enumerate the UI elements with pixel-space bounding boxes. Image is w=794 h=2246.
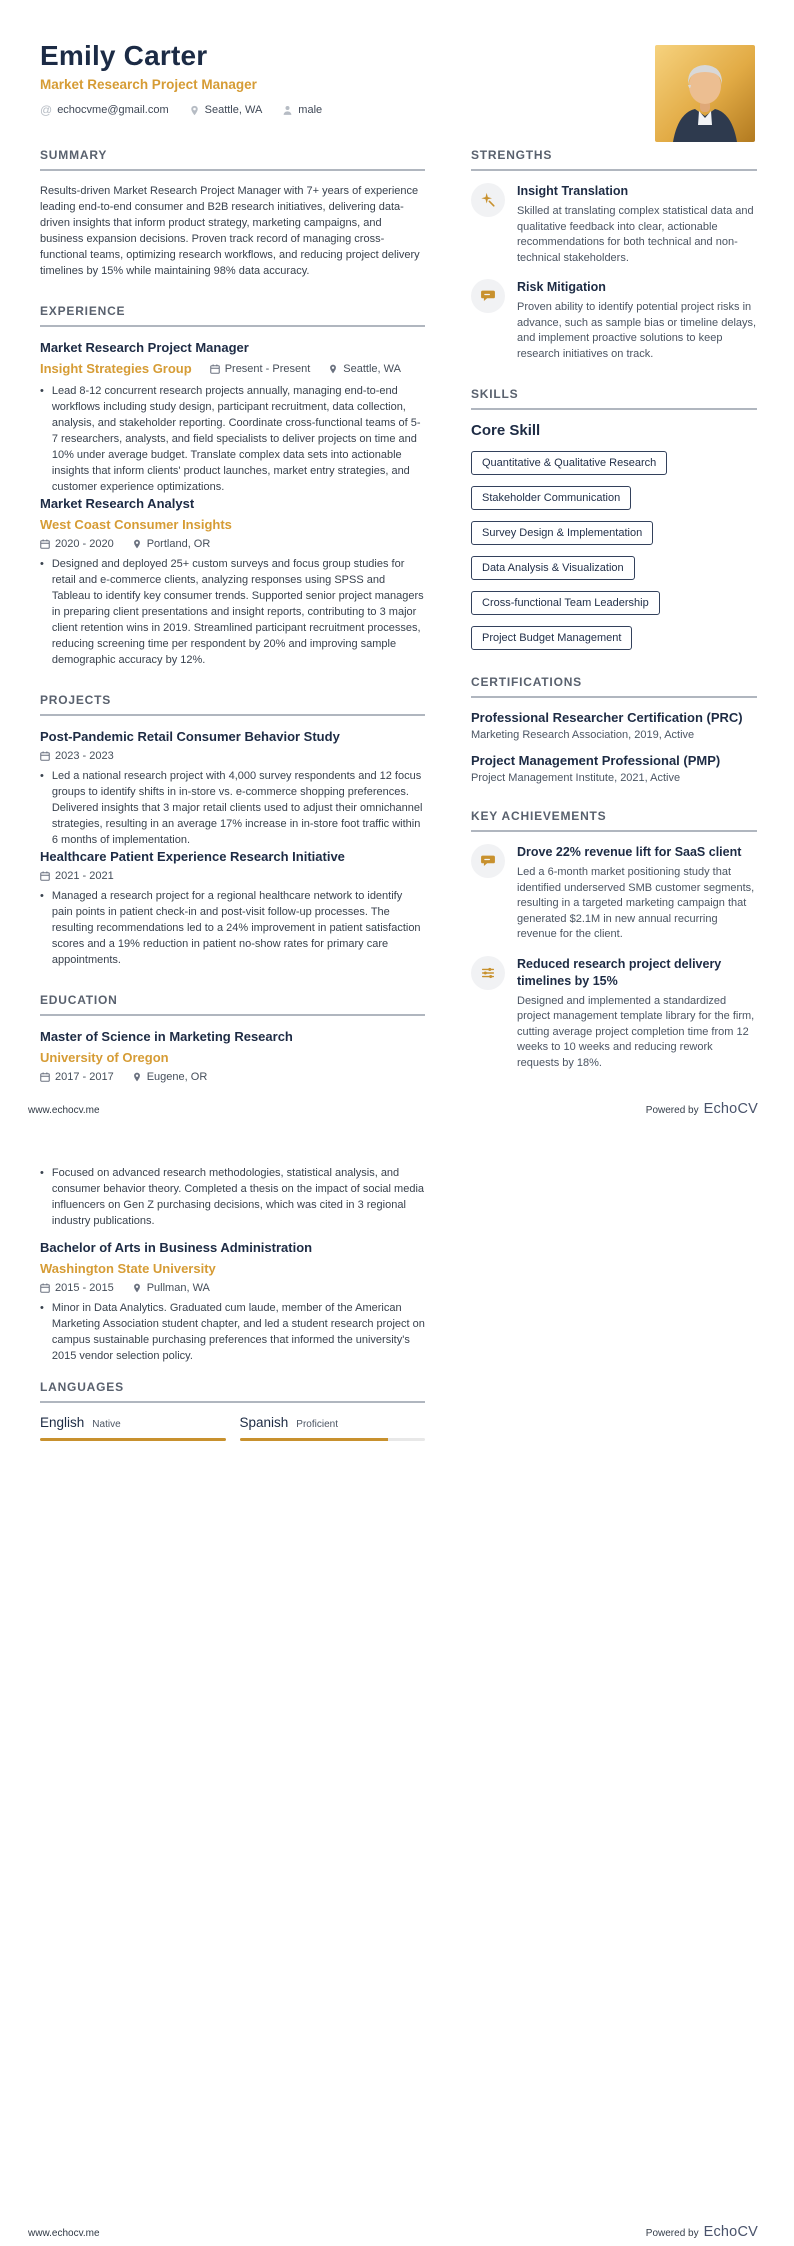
experience-meta-row (40, 538, 425, 550)
strengths-heading: STRENGTHS (471, 148, 757, 171)
bullet-marker: • (40, 890, 44, 902)
bullet-marker: • (40, 1302, 44, 1314)
chat-bubble-icon (471, 279, 505, 313)
education-school-row (40, 1260, 425, 1277)
bullet-marker: • (40, 385, 44, 397)
languages-heading: LANGUAGES (40, 1380, 425, 1403)
echocv-brand-link[interactable]: EchoCV (703, 2224, 758, 2240)
location-pin-icon (132, 1283, 142, 1293)
education-item (40, 1239, 425, 1364)
section-education (40, 993, 425, 1083)
education-school-row (40, 1049, 425, 1066)
section-experience (40, 304, 425, 668)
contact-gender: male (282, 104, 322, 116)
contact-email: @ echocvme@gmail.com (40, 103, 169, 117)
profile-photo (655, 45, 755, 142)
achievement-title: Reduced research project delivery timelines by 15% (517, 956, 722, 988)
project-dates: 2023 - 2023 (40, 750, 114, 762)
section-certifications (471, 675, 757, 784)
skill-tag: Cross-functional Team Leadership (471, 591, 660, 615)
education-item-continued (40, 1165, 425, 1229)
project-dates: 2021 - 2021 (40, 870, 114, 882)
experience-company-row (40, 360, 425, 377)
education-dates: 2017 - 2017 (40, 1071, 114, 1083)
skill-tag: Data Analysis & Visualization (471, 556, 635, 580)
project-meta-row (40, 750, 425, 762)
powered-by (646, 2224, 758, 2240)
page-footer (28, 1101, 758, 1117)
section-strengths (471, 148, 757, 362)
language-level: Proficient (296, 1419, 338, 1430)
experience-bullet: • Designed and deployed 25+ custom surveys and focus group studies for retail and e-commerce clients, analyzing responses using SPSS and Tableau to identify key consumer trends. Supported senior project managers in preparing client presentations and insight reports, contributing to 3 major client retention wins in 2019. Streamlined participant recruitment processes, reducing screening time per respondent by 20% and improving sample demographic accuracy by 12%. (40, 558, 424, 666)
powered-by (646, 1101, 758, 1117)
achievement-title: Drove 22% revenue lift for SaaS client (517, 845, 742, 859)
experience-item (40, 495, 425, 668)
experience-dates: 2020 - 2020 (40, 538, 114, 550)
bullet-marker: • (40, 558, 44, 570)
education-location: Eugene, OR (132, 1071, 208, 1083)
experience-dates: Present - Present (210, 363, 311, 375)
language-proficiency-bar (40, 1438, 226, 1441)
project-title: Healthcare Patient Experience Research Initiative (40, 849, 345, 864)
candidate-job-title: Market Research Project Manager (40, 77, 257, 92)
sparkle-icon (471, 183, 505, 217)
language-name: English (40, 1415, 85, 1430)
achievements-heading: KEY ACHIEVEMENTS (471, 809, 757, 832)
right-column (471, 148, 757, 1096)
strength-text: Proven ability to identify potential project risks in advance, such as sample bias or timeline delays, and implement proactive solutions to keep research initiatives on track. (517, 301, 757, 360)
company-name: West Coast Consumer Insights (40, 517, 232, 532)
degree-title: Bachelor of Arts in Business Administration (40, 1240, 313, 1255)
page-footer (28, 2224, 758, 2240)
calendar-icon (40, 1072, 50, 1082)
location-pin-icon (132, 539, 142, 549)
education-meta-row (40, 1282, 425, 1294)
achievement-text: Led a 6-month market positioning study that identified underserved SMB customer segments, resulting in a targeted marketing campaign that generated $2.1M in new annual recurring revenue for the client. (517, 866, 755, 940)
page-2 (0, 1123, 794, 2246)
footer-site-link[interactable]: www.echocv.me (28, 1105, 100, 1116)
powered-by-prefix: Powered by (645, 2228, 699, 2239)
section-projects (40, 693, 425, 968)
achievement-item (471, 956, 757, 1072)
education-item (40, 1028, 425, 1083)
calendar-icon (40, 751, 50, 761)
skill-tag: Project Budget Management (471, 626, 632, 650)
location-pin-icon (328, 364, 338, 374)
language-proficiency-fill (40, 1438, 226, 1441)
achievement-content (517, 844, 757, 943)
education-bullet: • Focused on advanced research methodologies, statistical analysis, and consumer behavior theory. Completed a thesis on the impact of social media influencers on Gen Z purchasing decisions, which was cited in 3 regional industry publications. (40, 1167, 425, 1227)
skill-tag: Stakeholder Communication (471, 486, 631, 510)
strength-content (517, 183, 757, 266)
achievement-content (517, 956, 757, 1072)
education-meta-row (40, 1071, 425, 1083)
calendar-icon (40, 871, 50, 881)
school-name: University of Oregon (40, 1050, 169, 1065)
experience-title: Market Research Analyst (40, 496, 195, 511)
skill-group-title: Core Skill (471, 422, 541, 439)
certification-issuer: Marketing Research Association, 2019, Active (471, 729, 695, 741)
language-proficiency-fill (240, 1438, 388, 1441)
section-achievements (471, 809, 757, 1071)
skill-tag: Quantitative & Qualitative Research (471, 451, 667, 475)
strength-item (471, 279, 757, 362)
certification-title: Professional Researcher Certification (PRC) (471, 710, 743, 725)
experience-company-row (40, 516, 425, 533)
bullet-marker: • (40, 1167, 44, 1179)
project-meta-row (40, 870, 425, 882)
strength-text: Skilled at translating complex statistical data and qualitative feedback into clear, actionable recommendations for both technical and non-technical stakeholders. (517, 205, 754, 264)
strength-title: Insight Translation (517, 184, 629, 198)
location-icon (189, 105, 200, 116)
strength-title: Risk Mitigation (517, 280, 606, 294)
certification-item (471, 753, 757, 784)
language-level: Native (92, 1419, 121, 1430)
footer-site-link[interactable]: www.echocv.me (28, 2228, 100, 2239)
skill-tag: Survey Design & Implementation (471, 521, 653, 545)
project-bullet: • Led a national research project with 4,000 survey respondents and 12 focus groups to identify shifts in in-store vs. e-commerce shopping preferences. Delivered insights that 3 major retail clients used to adjust their omnichannel strategies, resulting in an average 17% increase in in-store foot traffic within 6 months of implementation. (40, 770, 423, 846)
summary-text: Results-driven Market Research Project Manager with 7+ years of experience leading end-to-end consumer and B2B research initiatives, delivering data-driven insights that inform product strategy, marketing campaigns, and business expansion decisions. Proven track record of managing cross-functional teams, optimizing research workflows, and reducing project delivery timelines by 15% while maintaining 98% data accuracy. (40, 185, 420, 277)
contact-location: Seattle, WA (189, 104, 263, 116)
calendar-icon (210, 364, 220, 374)
achievement-text: Designed and implemented a standardized project management template library for the firm, cutting average project completion time from 12 weeks to 10 weeks and reducing rework requests by 18%. (517, 994, 755, 1069)
section-summary (40, 148, 425, 279)
languages-row (40, 1415, 425, 1441)
strength-content (517, 279, 757, 362)
degree-title: Master of Science in Marketing Research (40, 1029, 293, 1044)
strength-item (471, 183, 757, 266)
echocv-brand-link[interactable]: EchoCV (703, 1101, 758, 1117)
calendar-icon (40, 1283, 50, 1293)
bullet-marker: • (40, 770, 44, 782)
project-bullet: • Managed a research project for a regional healthcare network to identify pain points in patient check-in and post-visit follow-up processes. The resulting recommendations led to a 24% improvement in patient satisfaction scores and a 19% reduction in patient no-show rates for primary care appointments. (40, 890, 421, 966)
experience-title: Market Research Project Manager (40, 340, 249, 355)
language-item (240, 1415, 426, 1441)
certification-item (471, 710, 757, 741)
company-name: Insight Strategies Group (40, 361, 192, 376)
language-proficiency-bar (240, 1438, 426, 1441)
experience-heading: EXPERIENCE (40, 304, 425, 327)
sliders-icon (471, 956, 505, 990)
language-item (40, 1415, 226, 1441)
calendar-icon (40, 539, 50, 549)
education-heading: EDUCATION (40, 993, 425, 1016)
email-icon: @ (40, 103, 53, 117)
project-item (40, 728, 425, 848)
person-icon (282, 105, 293, 116)
project-item (40, 848, 425, 968)
project-title: Post-Pandemic Retail Consumer Behavior Study (40, 729, 340, 744)
experience-item (40, 339, 425, 495)
projects-heading: PROJECTS (40, 693, 425, 716)
section-languages (40, 1380, 425, 1441)
section-skills (471, 387, 757, 650)
experience-bullet: • Lead 8-12 concurrent research projects annually, managing end-to-end workflows including study design, participant recruitment, data collection, analysis, and stakeholder reporting. Coordinate cross-functional teams of 5-7 researchers, analysts, and field specialists to deliver projects on time and 10% under average budget. Translate complex data sets into actionable insights that inform clients' product launches, market entry strategies, and customer experience optimizations. (40, 385, 421, 493)
achievement-item (471, 844, 757, 943)
summary-heading: SUMMARY (40, 148, 425, 171)
school-name: Washington State University (40, 1261, 216, 1276)
left-column (40, 148, 425, 1108)
location-pin-icon (132, 1072, 142, 1082)
resume-header (40, 40, 600, 117)
education-location: Pullman, WA (132, 1282, 210, 1294)
left-column-page2 (40, 1165, 425, 1466)
contact-row (40, 103, 600, 117)
chat-bubble-icon (471, 844, 505, 878)
education-bullet: • Minor in Data Analytics. Graduated cum laude, member of the American Marketing Association student chapter, and led a student research project on campus sustainable purchasing preferences that informed the university's 2015 vendor selection policy. (40, 1302, 425, 1362)
language-name: Spanish (239, 1415, 289, 1430)
experience-location: Portland, OR (132, 538, 211, 550)
experience-location: Seattle, WA (328, 363, 401, 375)
education-dates: 2015 - 2015 (40, 1282, 114, 1294)
certification-title: Project Management Professional (PMP) (471, 753, 721, 768)
certifications-heading: CERTIFICATIONS (471, 675, 757, 698)
skills-heading: SKILLS (471, 387, 757, 410)
certification-issuer: Project Management Institute, 2021, Active (471, 772, 681, 784)
candidate-name: Emily Carter (40, 40, 208, 71)
powered-by-prefix: Powered by (645, 1105, 699, 1116)
